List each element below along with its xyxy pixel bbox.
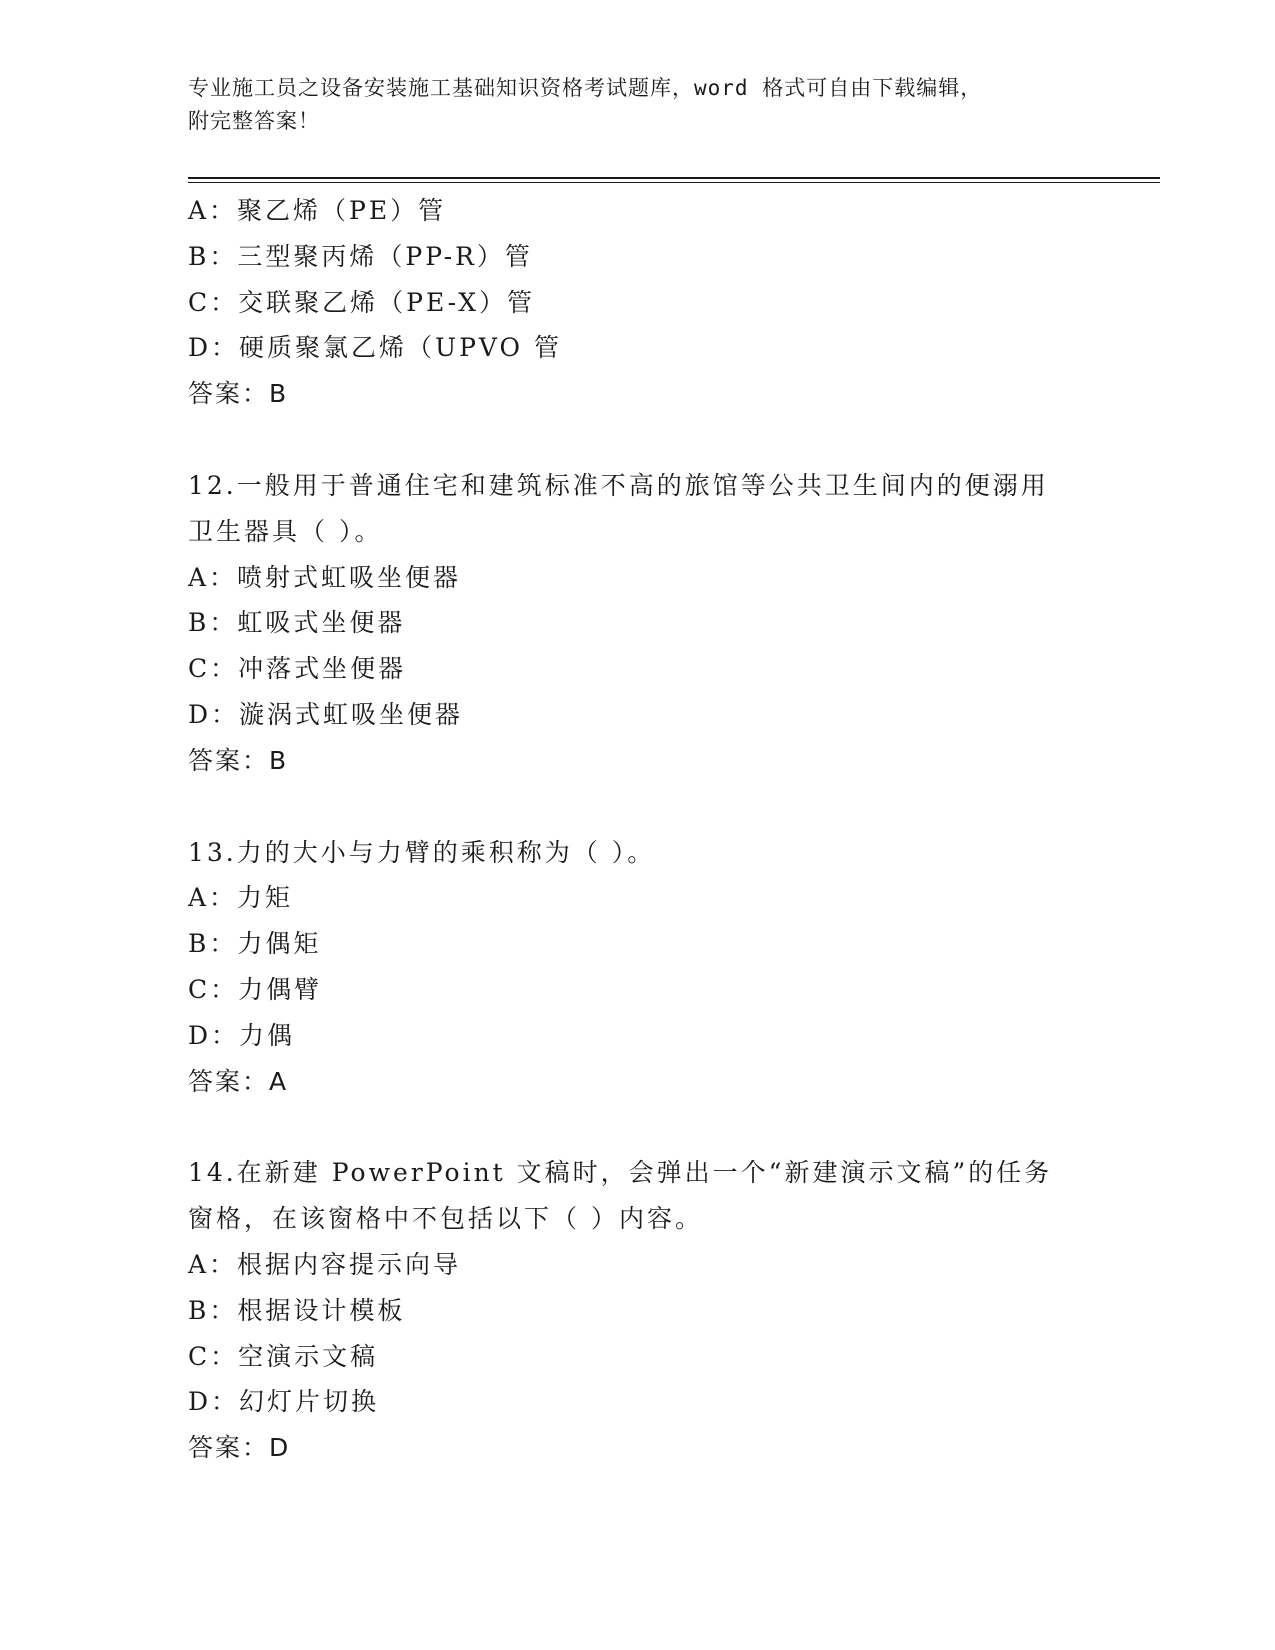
option-b: B：根据设计模板 <box>188 1295 406 1325</box>
option-d: D：幻灯片切换 <box>188 1387 380 1417</box>
option-c: C：交联聚乙烯（PE-X）管 <box>188 287 536 317</box>
question-stem-line: 12.一般用于普通住宅和建筑标准不高的旅馆等公共卫生间内的便溺用 <box>188 470 1049 500</box>
option-c: C：力偶臂 <box>188 974 323 1004</box>
question-12 <box>188 463 1148 784</box>
header-divider-thin <box>188 182 1160 183</box>
option-c: C：冲落式坐便器 <box>188 654 407 684</box>
header-divider-thick <box>188 177 1160 179</box>
option-b: B：力偶矩 <box>188 929 322 959</box>
option-c: C：空演示文稿 <box>188 1341 379 1371</box>
document-header <box>188 72 1088 138</box>
question-stem-line: 卫生器具（ ）。 <box>188 516 383 546</box>
question-stem-line: 14.在新建 PowerPoint 文稿时，会弹出一个“新建演示文稿”的任务 <box>188 1158 1053 1188</box>
option-a: A：根据内容提示向导 <box>188 1249 462 1279</box>
answer-line: 答案：B <box>188 379 289 409</box>
question-13 <box>188 830 1148 1105</box>
option-a: A：喷射式虹吸坐便器 <box>188 562 462 592</box>
option-d: D：力偶 <box>188 1020 296 1050</box>
question-stem-line: 13.力的大小与力臂的乘积称为（ ）。 <box>188 837 656 867</box>
question-14 <box>188 1150 1148 1471</box>
question-stem-line: 窗格，在该窗格中不包括以下（ ）内容。 <box>188 1204 703 1234</box>
previous-question-block <box>188 188 1148 417</box>
option-a: A：力矩 <box>188 883 294 913</box>
option-b: B：虹吸式坐便器 <box>188 608 406 638</box>
option-d: D：硬质聚氯乙烯（UPVO 管 <box>188 333 562 363</box>
option-b: B：三型聚丙烯（PP-R）管 <box>188 241 533 271</box>
header-line-1: 专业施工员之设备安装施工基础知识资格考试题库，word 格式可自由下载编辑， <box>188 76 983 100</box>
answer-line: 答案：A <box>188 1066 289 1096</box>
answer-line: 答案：D <box>188 1433 291 1463</box>
question-list <box>188 188 1148 1471</box>
option-a: A：聚乙烯（PE）管 <box>188 196 447 225</box>
answer-line: 答案：B <box>188 745 289 775</box>
header-line-2: 附完整答案！ <box>188 109 320 133</box>
option-d: D：漩涡式虹吸坐便器 <box>188 699 464 729</box>
